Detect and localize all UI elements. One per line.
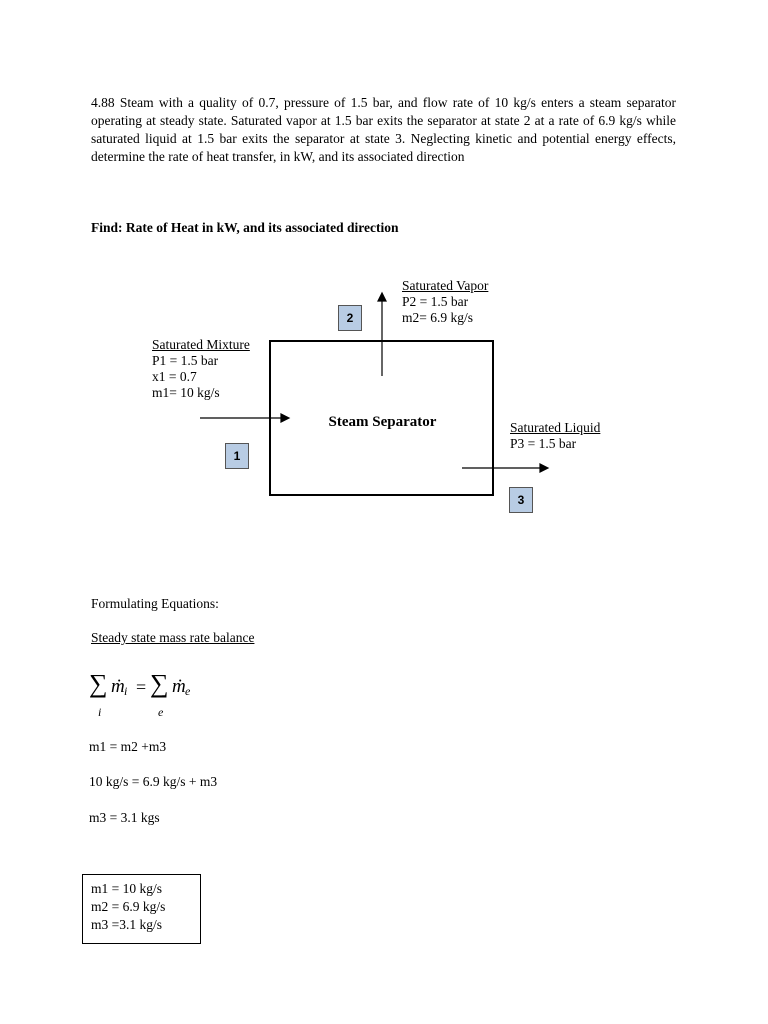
equals-sign: = bbox=[136, 677, 147, 697]
sum-symbol-inlet: ∑ bbox=[89, 669, 108, 698]
state1-heading: Saturated Mixture bbox=[152, 337, 250, 352]
find-statement: Find: Rate of Heat in kW, and its associated direction bbox=[91, 220, 399, 235]
problem-statement: 4.88 Steam with a quality of 0.7, pressure of 1.5 bar, and flow rate of 10 kg/s enters a steam separator operating at steady state. Saturated vapor at 1.5 bar exits the separator at state 2 at a rate of 6.9 kg/s while saturated liquid at 1.5 bar exits the separator at state 3. Neglecting kinetic and potential energy effects, determine the rate of heat transfer, in kW, and its associated direction bbox=[91, 95, 676, 164]
summary-line: m3 =3.1 kg/s bbox=[91, 917, 162, 932]
summary-line: m2 = 6.9 kg/s bbox=[91, 899, 166, 914]
state3-heading: Saturated Liquid bbox=[510, 420, 601, 435]
equation-line: m3 = 3.1 kgs bbox=[89, 810, 160, 825]
summary-line: m1 = 10 kg/s bbox=[91, 881, 162, 896]
equation-line: m1 = m2 +m3 bbox=[89, 739, 167, 754]
mdot-inlet-subscript: i bbox=[124, 684, 128, 698]
state3-labels bbox=[510, 420, 600, 452]
mdot-exit: ṁ bbox=[172, 676, 186, 697]
equations-heading: Formulating Equations: bbox=[91, 596, 219, 611]
inlet-arrow-head bbox=[281, 414, 289, 422]
state2-heading: Saturated Vapor bbox=[402, 278, 489, 293]
vapor-arrow-head bbox=[378, 293, 386, 301]
state1-number-badge: 1 bbox=[225, 443, 249, 469]
mdot-inlet: ṁ bbox=[111, 676, 125, 697]
state2-labels bbox=[402, 278, 488, 326]
mass-balance-formula bbox=[89, 664, 199, 724]
sum-exit-index: e bbox=[158, 705, 164, 719]
mdot-exit-subscript: e bbox=[185, 684, 191, 698]
state1-pressure: P1 = 1.5 bar bbox=[152, 353, 219, 368]
liquid-arrow-head bbox=[540, 464, 548, 472]
state3-pressure: P3 = 1.5 bar bbox=[510, 436, 577, 451]
state1-quality: x1 = 0.7 bbox=[152, 369, 197, 384]
results-summary-box bbox=[82, 874, 201, 944]
mass-balance-heading: Steady state mass rate balance bbox=[91, 630, 255, 645]
state2-pressure: P2 = 1.5 bar bbox=[402, 294, 469, 309]
state1-labels bbox=[152, 337, 250, 401]
sum-inlet-index: i bbox=[98, 705, 102, 719]
equation-line: 10 kg/s = 6.9 kg/s + m3 bbox=[89, 774, 218, 789]
state3-number-badge: 3 bbox=[509, 487, 533, 513]
state1-mass-flow: m1= 10 kg/s bbox=[152, 385, 220, 400]
separator-title: Steam Separator bbox=[328, 414, 437, 430]
sum-symbol-exit: ∑ bbox=[150, 669, 169, 698]
state2-mass-flow: m2= 6.9 kg/s bbox=[402, 310, 473, 325]
state2-number-badge: 2 bbox=[338, 305, 362, 331]
